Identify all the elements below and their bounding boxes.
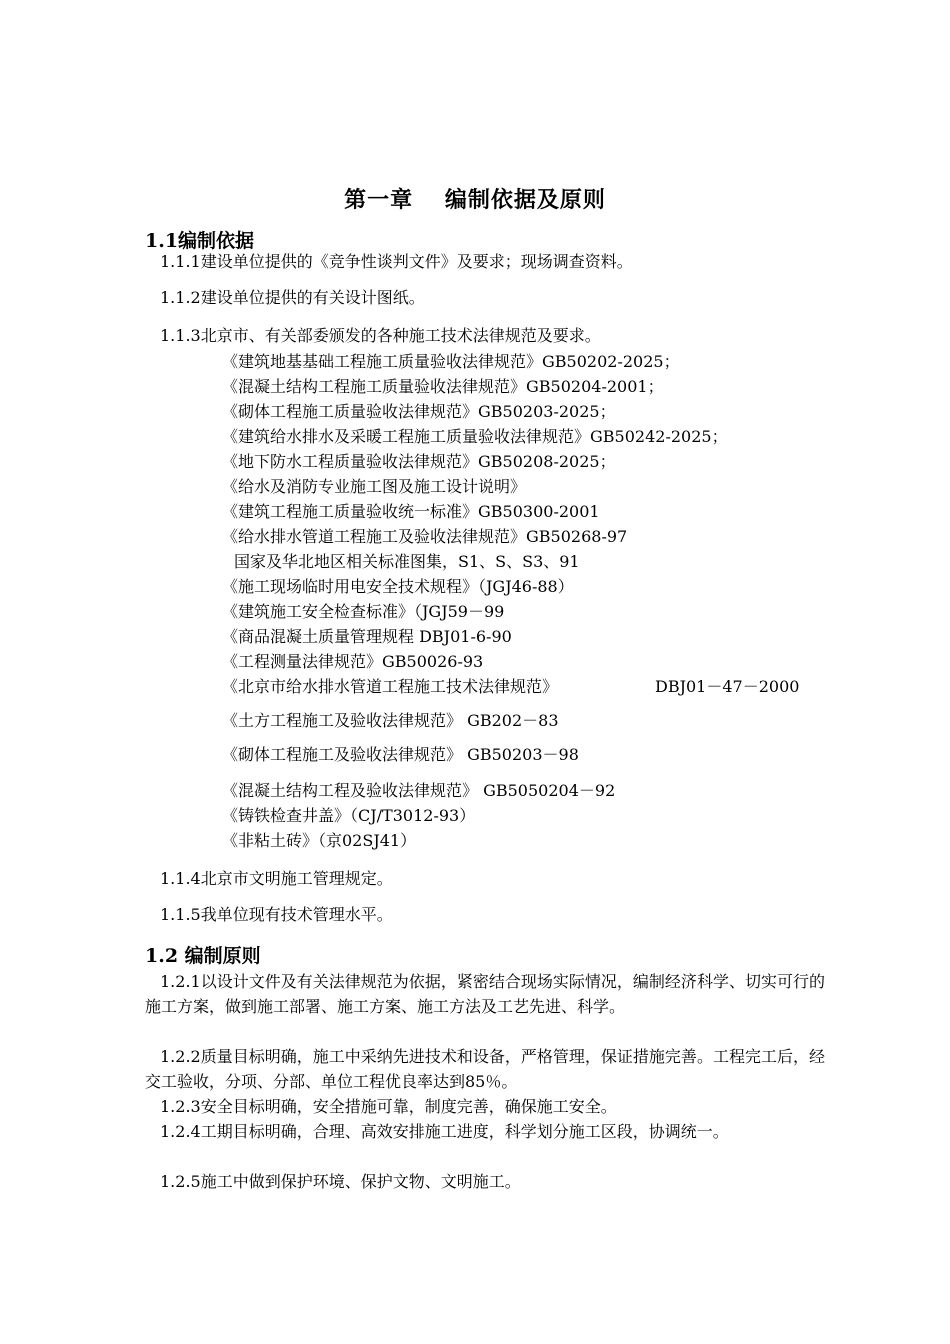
paragraph-1-2-4: 1.2.4工期目标明确，合理、高效安排施工进度，科学划分施工区段，协调统一。	[160, 1122, 729, 1141]
paragraph-1-2-3: 1.2.3安全目标明确，安全措施可靠，制度完善，确保施工安全。	[160, 1097, 617, 1116]
standard-item: 《施工现场临时用电安全技术规程》（JGJ46-88）	[222, 577, 574, 596]
standard-item: 《建筑工程施工质量验收统一标准》GB50300-2001	[222, 502, 600, 521]
paragraph-1-2-1: 1.2.1以设计文件及有关法律规范为依据，紧密结合现场实际情况，编制经济科学、切实可行的施工方案，做到施工部署、施工方案、施工方法及工艺先进、科学。	[145, 972, 825, 1016]
section-heading-1-1: 1.1编制依据	[145, 230, 255, 252]
standard-item: 《土方工程施工及验收法律规范》 GB202－83	[222, 711, 559, 730]
chapter-title: 第一章 编制依据及原则	[344, 187, 606, 213]
standard-item: 《混凝土结构工程及验收法律规范》 GB5050204－92	[222, 781, 616, 800]
standard-item: 《地下防水工程质量验收法律规范》GB50208-2025；	[222, 452, 616, 471]
standard-item: 《建筑施工安全检查标准》（JGJ59－99	[222, 602, 505, 621]
standard-item: 《工程测量法律规范》GB50026-93	[222, 652, 484, 671]
item-1-1-3: 1.1.3北京市、有关部委颁发的各种施工技术法律规范及要求。	[160, 326, 601, 345]
standard-item: 《商品混凝土质量管理规程 DBJ01-6-90	[222, 627, 512, 646]
item-1-1-2: 1.1.2建设单位提供的有关设计图纸。	[160, 288, 425, 307]
standard-item: 《建筑给水排水及采暖工程施工质量验收法律规范》GB50242-2025；	[222, 427, 728, 446]
item-1-1-4: 1.1.4北京市文明施工管理规定。	[160, 869, 393, 888]
standard-item: 《非粘土砖》（京02SJ41）	[222, 831, 417, 850]
standard-item: 《给水排水管道工程施工及验收法律规范》GB50268-97	[222, 527, 628, 546]
standard-item: 《给水及消防专业施工图及施工设计说明》	[222, 477, 527, 496]
paragraph-1-2-5: 1.2.5施工中做到保护环境、保护文物、文明施工。	[160, 1172, 521, 1191]
standard-item: 《混凝土结构工程施工质量验收法律规范》GB50204-2001；	[222, 377, 664, 396]
section-heading-1-2: 1.2 编制原则	[145, 945, 261, 967]
standard-item: 《砌体工程施工质量验收法律规范》GB50203-2025；	[222, 402, 616, 421]
item-1-1-1: 1.1.1建设单位提供的《竞争性谈判文件》及要求；现场调查资料。	[160, 252, 633, 271]
paragraph-1-2-2: 1.2.2质量目标明确，施工中采纳先进技术和设备，严格管理，保证措施完善。工程完工后，经交工验收，分项、分部、单位工程优良率达到85％。	[145, 1047, 825, 1091]
standard-item: 《铸铁检查井盖》（CJ/T3012-93）	[222, 806, 476, 825]
standard-item: 《砌体工程施工及验收法律规范》 GB50203－98	[222, 745, 579, 764]
standard-item: 国家及华北地区相关标准图集，S1、S、S3、91	[234, 552, 580, 571]
item-1-1-5: 1.1.5我单位现有技术管理水平。	[160, 905, 393, 924]
standard-item: 《建筑地基基础工程施工质量验收法律规范》GB50202-2025；	[222, 352, 680, 371]
standard-item: 《北京市给水排水管道工程施工技术法律规范》	[222, 677, 559, 696]
standard-code: DBJ01－47－2000	[655, 677, 800, 696]
